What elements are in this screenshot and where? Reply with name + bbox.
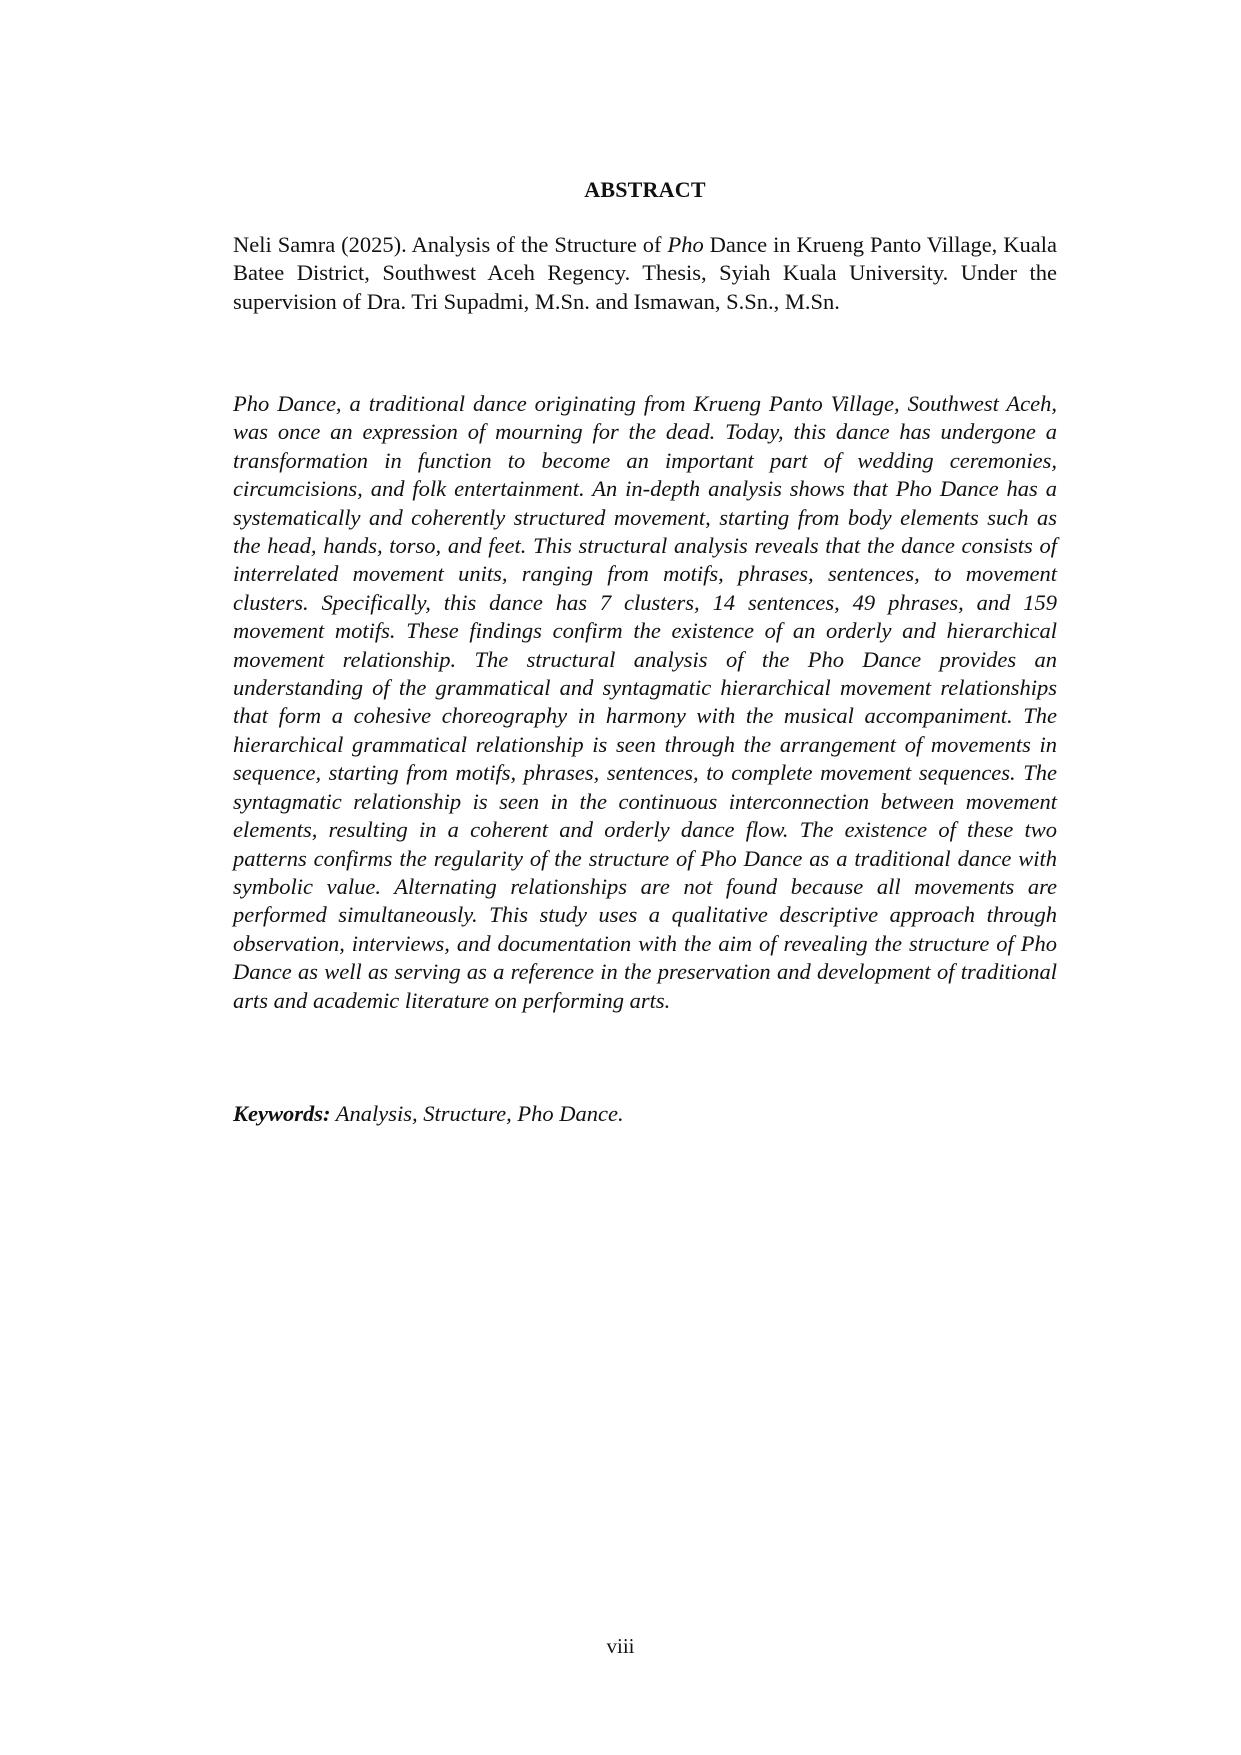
keywords-value: Analysis, Structure, Pho Dance. [330, 1101, 624, 1126]
citation-text-start: Neli Samra (2025). Analysis of the Structure of [233, 232, 668, 257]
page-number: viii [606, 1634, 635, 1658]
keywords-label: Keywords: [233, 1101, 331, 1126]
citation-italic-term: Pho [667, 232, 704, 257]
citation-text-end: Dance in Krueng Panto Village, Kuala Batee District, Southwest Aceh Regency. Thesis, Syiah Kuala University. Under the supervision of Dra. Tri Supadmi, M.Sn. and Ismawan, S.Sn., M.Sn. [233, 232, 1057, 314]
page-title: ABSTRACT [584, 177, 706, 202]
abstract-body: Pho Dance, a traditional dance originating from Krueng Panto Village, Southwest Aceh, was once an expression of mourning for the dead. Today, this dance has undergone a transformation in function to become an important part of wedding ceremonies, circumcisions, and folk entertainment. An in-depth analysis shows that Pho Dance has a systematically and coherently structured movement, starting from body elements such as the head, hands, torso, and feet. This structural analysis reveals that the dance consists of interrelated movement units, ranging from motifs, phrases, sentences, to movement clusters. Specifically, this dance has 7 clusters, 14 sentences, 49 phrases, and 159 movement motifs. These findings confirm the existence of an orderly and hierarchical movement relationship. The structural analysis of the Pho Dance provides an understanding of the grammatical and syntagmatic hierarchical movement relationships that form a cohesive choreography in harmony with the musical accompaniment. The hierarchical grammatical relationship is seen through the arrangement of movements in sequence, starting from motifs, phrases, sentences, to complete movement sequences. The syntagmatic relationship is seen in the continuous interconnection between movement elements, resulting in a coherent and orderly dance flow. The existence of these two patterns confirms the regularity of the structure of Pho Dance as a traditional dance with symbolic value. Alternating relationships are not found because all movements are performed simultaneously. This study uses a qualitative descriptive approach through observation, interviews, and documentation with the aim of revealing the structure of Pho Dance as well as serving as a reference in the preservation and development of traditional arts and academic literature on performing arts. [233, 391, 1057, 1013]
citation-paragraph [233, 231, 1057, 316]
keywords-line [233, 1101, 624, 1127]
